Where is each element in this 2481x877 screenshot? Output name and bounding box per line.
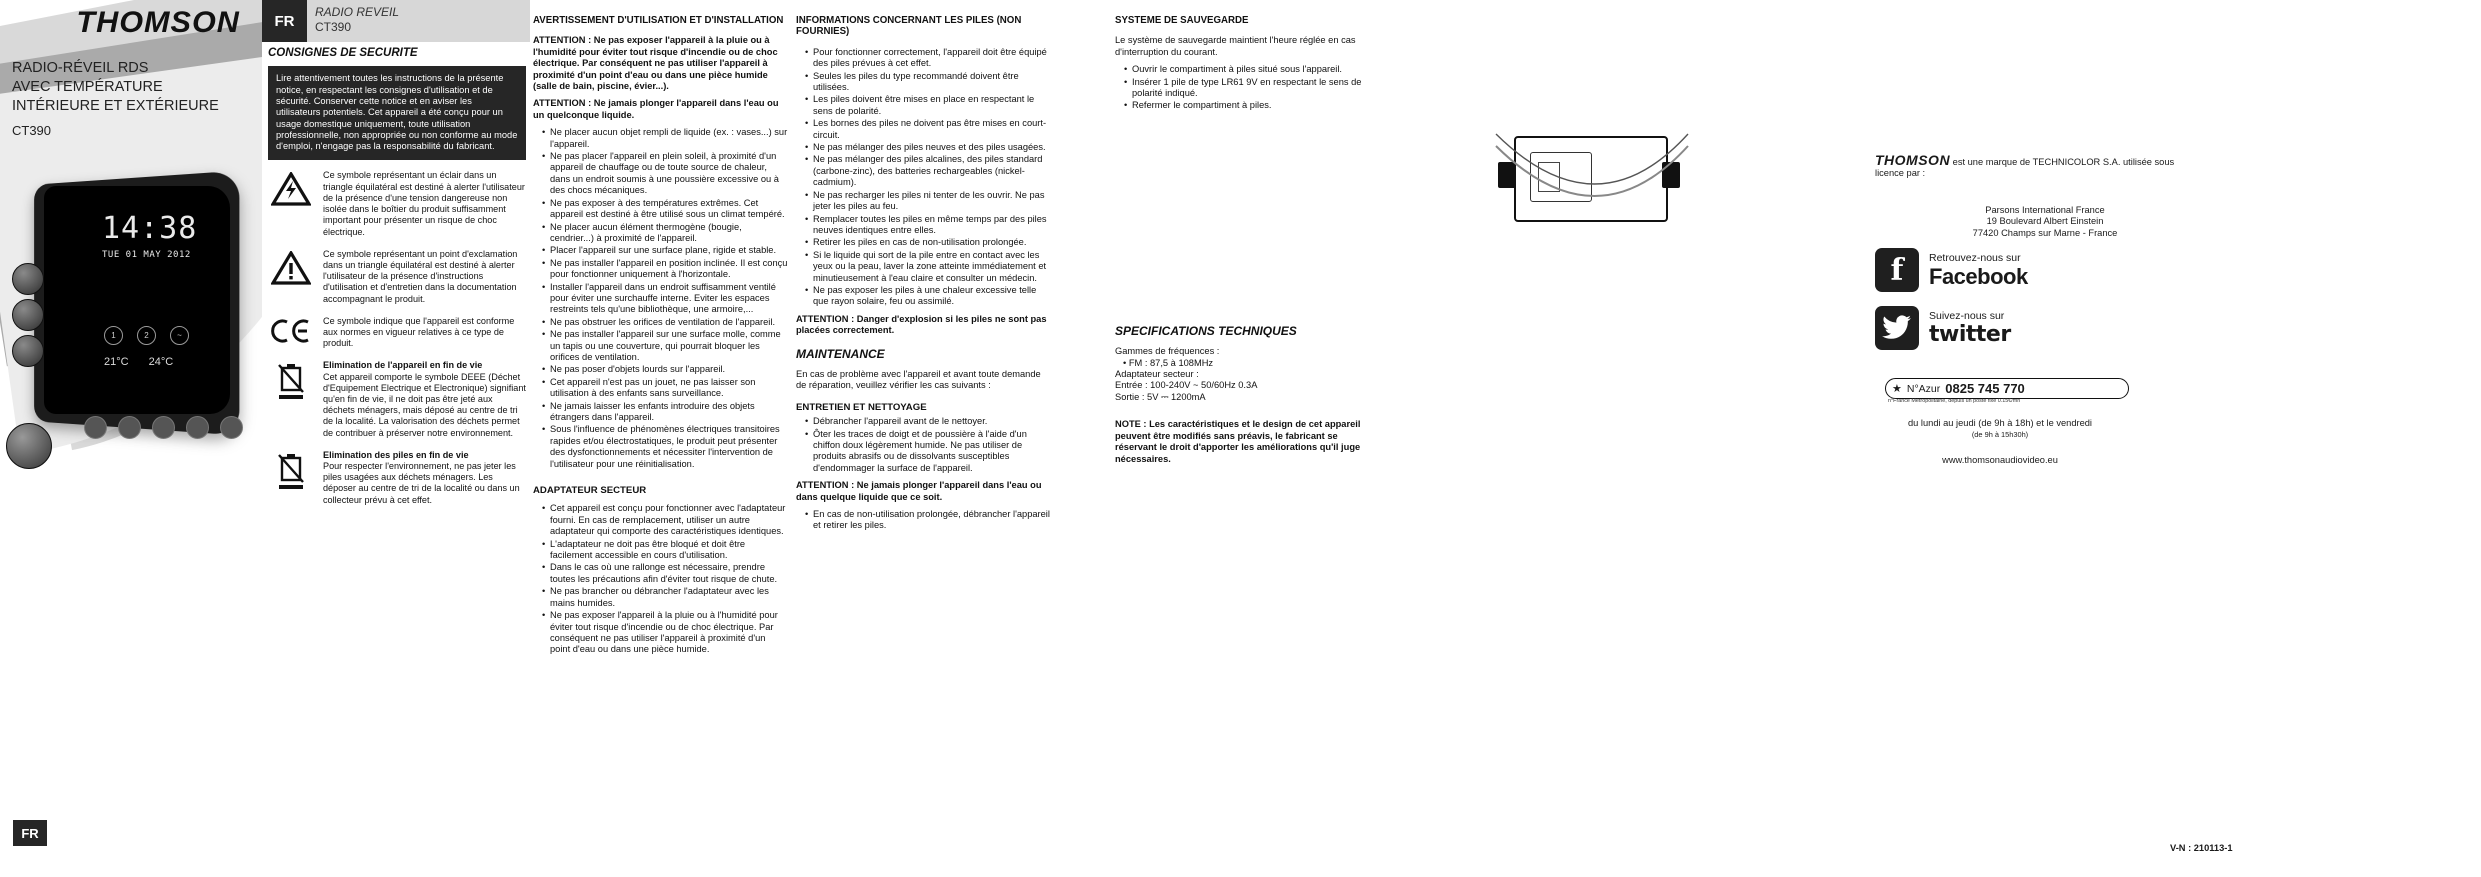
list-item: • Ne pas mélanger des piles alcalines, des piles standard (carbone-zinc), des batteries rechargeables (nickel-cadmium). xyxy=(806,154,1051,188)
column-safety xyxy=(268,0,526,517)
address-line-3: 77420 Champs sur Marne - France xyxy=(1972,227,2118,238)
cover-title-line-3: INTÉRIEURE ET EXTÉRIEURE xyxy=(12,98,219,114)
cover-title-line-1: RADIO-RÉVEIL RDS xyxy=(12,60,149,76)
specs-line-1: Gammes de fréquences : xyxy=(1115,346,1220,357)
lcd-temperature-row xyxy=(104,356,256,368)
symbol-body-weee-battery: Pour respecter l'environnement, ne pas jeter les piles usagées aux déchets ménagers. Les déposer au centre de tri de la localité ou dans un collecteur prévu à cet effet. xyxy=(323,460,520,505)
list-item: • Pour fonctionner correctement, l'appareil doit être équipé des piles prévues à cet effet. xyxy=(806,47,1051,70)
list-item: • Seules les piles du type recommandé doivent être utilisées. xyxy=(806,71,1051,94)
list-item: • Ne pas exposer les piles à une chaleur excessive telle que rayon solaire, feu ou assimilé. xyxy=(806,285,1051,308)
list-item: • Placer l'appareil sur une surface plane, rigide et stable. xyxy=(543,245,788,256)
symbol-text-lightning: Ce symbole représentant un éclair dans un triangle équilatéral est destiné à alerter l'utilisateur de la présence d'une tension dangereuse non isolée dans le boîtier du produit suffisamment important pour présenter un risque de choc électrique. xyxy=(323,170,525,237)
battery-outline-curve xyxy=(1492,118,1702,238)
twitter-icon xyxy=(1875,306,1919,350)
weee-battery-bin-icon xyxy=(268,450,314,494)
symbol-row-ce xyxy=(268,316,526,350)
list-item: • Retirer les piles en cas de non-utilisation prolongée. xyxy=(806,237,1051,248)
product-photo xyxy=(0,168,262,468)
support-fine-print: n°France Métropolitaine, depuis un poste fixe 0.15€/mn xyxy=(1888,398,2021,404)
specs-line-5: Sortie : 5V ⎓ 1200mA xyxy=(1115,391,1206,402)
document-version: V-N : 210113-1 xyxy=(2170,843,2233,853)
list-item: • Ne pas brancher ou débrancher l'adaptateur avec les mains humides. xyxy=(543,586,788,609)
list-item: • Refermer le compartiment à piles. xyxy=(1125,100,1375,111)
list-item: • Cet appareil n'est pas un jouet, ne pas laisser son utilisation à des enfants sans surveillance. xyxy=(543,377,788,400)
safety-intro-text: Lire attentivement toutes les instructions de la présente notice, en respectant les consignes d'utilisation et de sécurité. Conserver cette notice et en aviser les utilisateurs potentiels. Cet appareil a été conçu pour un usage domestique uniquement, toute utilisation professionnelle, non appropriée ou non conforme au mode d'emploi, n'engage pas la responsabilité du fabricant. xyxy=(276,73,518,152)
side-knob-2 xyxy=(12,299,44,331)
list-item: • Ne pas obstruer les orifices de ventilation de l'appareil. xyxy=(543,317,788,328)
product-main-dial xyxy=(6,423,52,469)
specs-line-3: Adaptateur secteur : xyxy=(1115,369,1199,380)
list-item: • Les bornes des piles ne doivent pas être mises en court-circuit. xyxy=(806,118,1051,141)
symbol-title-weee-battery: Elimination des piles en fin de vie xyxy=(323,449,469,460)
column-backup xyxy=(1115,0,1375,471)
maintenance-intro: En cas de problème avec l'appareil et avant toute demande de réparation, veuillez vérifier les cas suivants : xyxy=(796,368,1041,391)
cleaning-heading: ENTRETIEN ET NETTOYAGE xyxy=(796,401,927,413)
specs-note: NOTE : Les caractéristiques et le design de cet appareil peuvent être modifiés sans préavis, le fabricant se réservant le droit d'apporter les améliorations qu'il juge nécessaires. xyxy=(1115,419,1361,464)
support-hours-line-2: (de 9h à 15h30h) xyxy=(1971,430,2029,440)
social-twitter-line-2: twitter xyxy=(1929,321,2011,347)
product-front-face xyxy=(44,186,230,414)
symbol-text-exclamation: Ce symbole représentant un point d'exclamation dans un triangle équilatéral est destiné à alerter l'utilisateur de la présence d'instructions d'utilisation et d'entretien dans la documentation accompagnant le produit. xyxy=(323,248,518,304)
list-item: • Ne pas exposer l'appareil à la pluie ou à l'humidité pour éviter tout risque d'incendie ou de choc électrique. Par conséquent ne pas utiliser l'appareil à proximité d'un point d'eau ou dans une pièce humide. xyxy=(543,610,788,656)
product-button-2 xyxy=(118,416,141,439)
cover-language-badge: FR xyxy=(13,820,47,846)
side-knob-3 xyxy=(12,335,44,367)
social-facebook-line-2: Facebook xyxy=(1929,263,2028,289)
safety-heading: CONSIGNES DE SECURITE xyxy=(268,47,418,59)
list-item: • L'adaptateur ne doit pas être bloqué et doit être facilement accessible en cours d'utilisation. xyxy=(543,539,788,562)
product-button-1 xyxy=(84,416,107,439)
weee-crossed-bin-icon xyxy=(268,360,314,404)
list-item: • Installer l'appareil dans un endroit suffisamment ventilé pour éviter une surchauffe interne. Eviter les espaces restreints tels qu'une bibliothèque, une armoire,... xyxy=(543,282,788,316)
symbol-row-weee-device xyxy=(268,360,526,438)
list-item: • En cas de non-utilisation prolongée, débrancher l'appareil et retirer les piles. xyxy=(806,509,1051,532)
list-item: • Insérer 1 pile de type LR61 9V en respectant le sens de polarité indiqué. xyxy=(1125,77,1375,100)
list-item: • Sous l'influence de phénomènes électriques transitoires rapides et/ou électrostatiques, le produit peut présenter des dysfonctionnements et nécessiter l'intervention de l'utilisateur pour une réinitialisation. xyxy=(543,424,788,470)
trademark-block xyxy=(1875,152,2175,180)
list-item: • Ne pas recharger les piles ni tenter de les ouvrir. Ne pas jeter les piles au feu. xyxy=(806,190,1051,213)
symbol-row-weee-battery xyxy=(268,450,526,506)
symbol-text-ce: Ce symbole indique que l'appareil est conforme aux normes en vigueur relatives à ce type de produit. xyxy=(323,315,515,349)
ce-mark-icon xyxy=(268,316,314,344)
adapter-heading: ADAPTATEUR SECTEUR xyxy=(533,485,647,497)
product-button-row xyxy=(84,416,262,444)
list-item: • Ôter les traces de doigt et de poussière à l'aide d'un chiffon doux légèrement humide. Ne pas utiliser de produits abrasifs ou de dissolvants susceptibles d'endommager la surface de l'appareil. xyxy=(806,429,1051,475)
social-twitter-line-1: Suivez-nous sur xyxy=(1929,309,2005,322)
lcd-date: TUE 01 MAY 2012 xyxy=(102,250,191,260)
batteries-bullet-list xyxy=(796,47,1051,308)
list-item: • Ne pas placer l'appareil en plein soleil, à proximité d'un appareil de chauffage ou de toute source de chaleur, dans un endroit soumis à une poussière excessive ou à des chocs mécaniques. xyxy=(543,151,788,197)
warnings-heading: AVERTISSEMENT D'UTILISATION ET D'INSTALLATION xyxy=(533,15,784,26)
list-item: • Ne placer aucun élément thermogène (bougie, cendrier...) à proximité de l'appareil. xyxy=(543,222,788,245)
warnings-intro-1: ATTENTION : Ne pas exposer l'appareil à la pluie ou à l'humidité pour éviter tout risque d'incendie ou de choc électrique. Par conséquent ne pas utiliser l'appareil à proximité d'un point d'eau ou dans une pièce humide (salle de bain, piscine, évier...). xyxy=(533,35,778,92)
address-line-2: 19 Boulevard Albert Einstein xyxy=(1986,216,2104,227)
radio-icon: ~ xyxy=(170,326,189,345)
lcd-icon-row xyxy=(104,326,256,345)
facebook-icon: f xyxy=(1875,248,1919,292)
support-number: 0825 745 770 xyxy=(1945,381,2025,396)
brand-logo: THOMSON xyxy=(76,6,240,39)
list-item: • Si le liquide qui sort de la pile entre en contact avec les yeux ou la peau, laver la zone atteinte immédiatement et minutieusement à l'eau claire et consulter un médecin. xyxy=(806,250,1051,284)
social-facebook[interactable] xyxy=(1875,248,2165,292)
social-facebook-text xyxy=(1929,252,2028,289)
product-button-4 xyxy=(186,416,209,439)
specs-line-4: Entrée : 100-240V ~ 50/60Hz 0.3A xyxy=(1115,380,1258,391)
list-item: • Ne pas installer l'appareil sur une surface molle, comme un tapis ou une couverture, qui pourrait bloquer les orifices de ventilation. xyxy=(543,329,788,363)
specs-line-2: • FM : 87,5 à 108MHz xyxy=(1123,357,1214,368)
product-button-3 xyxy=(152,416,175,439)
cover-title-line-2: AVEC TEMPÉRATURE xyxy=(12,79,163,95)
cleaning-warning: ATTENTION : Ne jamais plonger l'appareil dans l'eau ou dans quelque liquide que ce soit. xyxy=(796,480,1042,502)
social-links xyxy=(1875,248,2165,364)
cleaning-bullet-list xyxy=(796,416,1051,474)
address-line-1: Parsons International France xyxy=(1985,205,2105,215)
list-item: • Remplacer toutes les piles en même temps par des piles neuves identiques entre elles. xyxy=(806,214,1051,237)
backup-intro: Le système de sauvegarde maintient l'heure réglée en cas d'interruption du courant. xyxy=(1115,35,1356,57)
alarm1-icon: 1 xyxy=(104,326,123,345)
list-item: • Dans le cas où une rallonge est nécessaire, prendre toutes les précautions afin d'éviter tout risque de chute. xyxy=(543,562,788,585)
lcd-time: 14:38 xyxy=(102,211,198,246)
symbol-body-weee-device: Cet appareil comporte le symbole DEEE (Déchet d'Equipement Electrique et Electronique) signifiant qu'en fin de vie, il ne doit pas être jeté aux déchets ménagers, mais déposé au centre de tri de la localité. La valorisation des déchets permet de contribuer à préserver notre environnement. xyxy=(323,371,526,438)
cover-panel xyxy=(0,0,262,877)
symbol-title-weee-device: Elimination de l'appareil en fin de vie xyxy=(323,360,483,371)
side-knob-1 xyxy=(12,263,44,295)
backup-heading: SYSTEME DE SAUVEGARDE xyxy=(1115,15,1249,26)
specs-heading: SPECIFICATIONS TECHNIQUES xyxy=(1115,323,1297,338)
warnings-bullet-list xyxy=(533,127,788,470)
lcd-temp-outdoor: 24°C xyxy=(148,356,174,368)
maintenance-heading: MAINTENANCE xyxy=(796,346,885,361)
support-phone-badge[interactable] xyxy=(1885,378,2129,399)
trademark-logo: THOMSON xyxy=(1875,152,1951,168)
social-facebook-line-1: Retrouvez-nous sur xyxy=(1929,251,2021,264)
list-item: • Ouvrir le compartiment à piles situé sous l'appareil. xyxy=(1125,64,1375,75)
support-hours xyxy=(1860,418,2140,441)
exclamation-triangle-icon xyxy=(268,249,314,285)
cover-model: CT390 xyxy=(12,123,52,138)
lcd-temp-indoor: 21°C xyxy=(104,356,129,368)
social-twitter[interactable] xyxy=(1875,306,2165,350)
list-item: • Ne pas installer l'appareil en position inclinée. Il est conçu pour fonctionner uniquement à l'horizontale. xyxy=(543,258,788,281)
star-icon: ★ xyxy=(1892,383,1902,395)
cleaning-last-list xyxy=(796,509,1051,532)
header-product-line-1: RADIO REVEIL xyxy=(315,5,400,19)
symbol-text-weee-battery xyxy=(323,450,526,506)
header-product-line-2: CT390 xyxy=(315,20,352,34)
alarm2-icon: 2 xyxy=(137,326,156,345)
support-website[interactable]: www.thomsonaudiovideo.eu xyxy=(1942,455,2058,465)
list-item: • Les piles doivent être mises en place en respectant le sens de polarité. xyxy=(806,94,1051,117)
column-batteries xyxy=(796,0,1051,538)
product-lcd-screen xyxy=(102,211,258,344)
list-item: • Ne jamais laisser les enfants introduire des objets étrangers dans l'appareil. xyxy=(543,401,788,424)
battery-compartment-illustration xyxy=(1492,118,1702,238)
adapter-bullet-list xyxy=(533,503,788,655)
list-item: • Débrancher l'appareil avant de le nettoyer. xyxy=(806,416,1051,427)
lightning-triangle-icon xyxy=(268,170,314,206)
cover-title xyxy=(12,59,219,116)
warnings-intro-2: ATTENTION : Ne jamais plonger l'appareil dans l'eau ou un quelconque liquide. xyxy=(533,98,779,120)
header-language-badge: FR xyxy=(262,0,307,42)
list-item: • Ne pas poser d'objets lourds sur l'appareil. xyxy=(543,364,788,375)
product-side-knobs xyxy=(12,263,46,383)
symbol-text-weee-device xyxy=(323,360,526,438)
list-item: • Ne pas exposer à des températures extrêmes. Cet appareil est destiné à être utilisé sous un climat tempéré. xyxy=(543,198,788,221)
list-item: • Ne pas mélanger des piles neuves et des piles usagées. xyxy=(806,142,1051,153)
safety-intro-box xyxy=(268,66,526,160)
product-button-5 xyxy=(220,416,243,439)
support-label: N°Azur xyxy=(1906,382,1941,395)
list-item: • Ne placer aucun objet rempli de liquide (ex. : vases...) sur l'appareil. xyxy=(543,127,788,150)
backup-bullet-list xyxy=(1115,64,1375,112)
symbol-row-exclamation xyxy=(268,249,526,305)
social-twitter-text xyxy=(1929,310,2011,347)
trademark-line: est une marque de TECHNICOLOR S.A. utilisée sous licence par : xyxy=(1875,157,2175,179)
trademark-address xyxy=(1920,205,2170,239)
column-warnings xyxy=(533,0,788,662)
support-hours-line-1: du lundi au jeudi (de 9h à 18h) et le vendredi xyxy=(1907,418,2092,428)
symbol-row-lightning xyxy=(268,170,526,237)
batteries-warning: ATTENTION : Danger d'explosion si les piles ne sont pas placées correctement. xyxy=(796,313,1047,336)
list-item: • Cet appareil est conçu pour fonctionner avec l'adaptateur fourni. En cas de remplacement, utiliser un autre adaptateur qui comporte des caractéristiques identiques. xyxy=(543,503,788,537)
batteries-heading: INFORMATIONS CONCERNANT LES PILES (NON FOURNIES) xyxy=(796,15,1022,38)
